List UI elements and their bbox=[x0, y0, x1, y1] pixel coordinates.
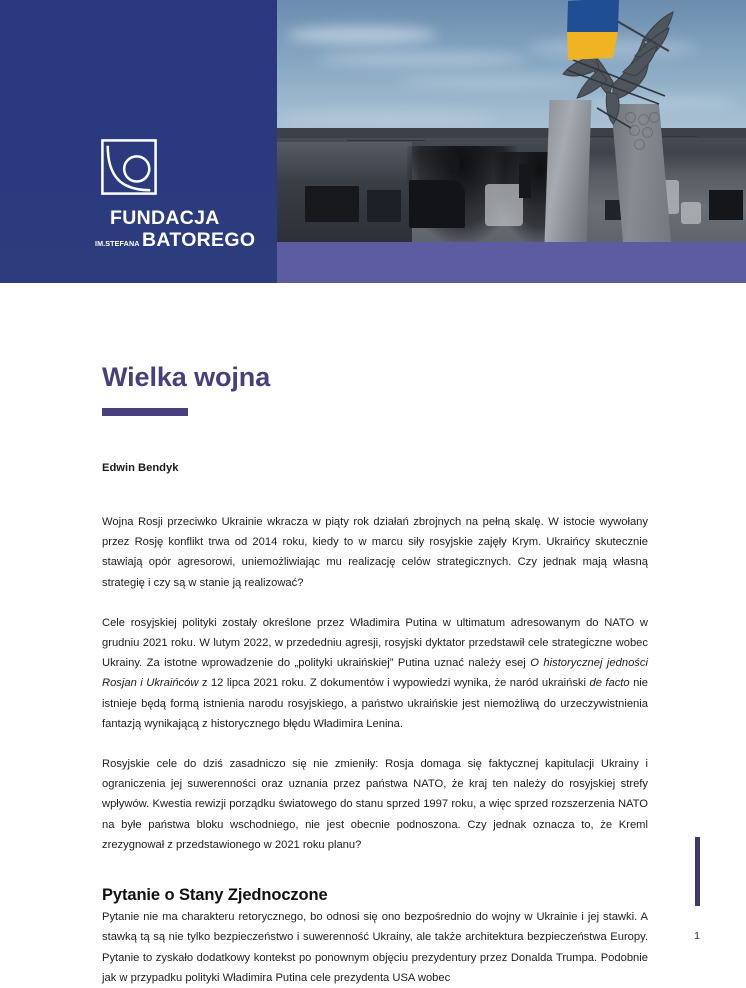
title-underline-rule bbox=[102, 408, 188, 416]
roof-antenna bbox=[347, 140, 425, 141]
logo-prefix-im-stefana: IM.STEFANA bbox=[95, 238, 140, 248]
stripped-plaster bbox=[681, 202, 701, 224]
para2-part3: nie istnieje będą formą istnienia narodu rosyjskiego, a państwo ukraińskie jest niemożliwą do urzeczywistnienia fantazją wynikającą z historycznego błędu Władimira Lenina. bbox=[102, 677, 649, 730]
stripped-plaster bbox=[485, 184, 523, 226]
page-title: Wielka wojna bbox=[102, 362, 271, 392]
blown-out-window bbox=[709, 190, 743, 220]
ukrainian-flag bbox=[567, 0, 647, 70]
blown-out-window bbox=[449, 154, 459, 174]
batory-foundation-logo-icon bbox=[100, 138, 158, 196]
header-photograph bbox=[277, 0, 746, 242]
blown-out-window bbox=[519, 164, 531, 198]
document-content bbox=[102, 283, 648, 988]
paragraph-intro: Wojna Rosji przeciwko Ukrainie wkracza w piąty rok działań zbrojnych na pełną skalę. W istocie wywołany przez Rosję konflikt trwa od 2014 roku, kiedy to w marcu siły rosyjskie zajęły Krym. Ukraińcy skutecznie stawiają opór agresorowi, uniemożliwiając mu realizację celów strategicznych. Czy jednak mają własną strategię i czy są w stanie ją realizować? bbox=[102, 516, 648, 589]
paragraph-united-states: Pytanie nie ma charakteru retorycznego, bo odnosi się ono bezpośrednio do wojny w Ukrainie i jej stawki. A stawką tą są nie tylko bezpieczeństwo i suwerenność Ukrainy, ale także architektura bezpieczeństwa Europy. Pytanie to zyskało dodatkowy kontekst po ponownym objęciu prezydentury przez Donalda Trumpa. Podobnie jak w przypadku polityki Władimira Putina cele prezydenta USA wobec bbox=[102, 911, 648, 984]
logo-line-batorego: BATOREGO bbox=[142, 228, 256, 251]
header-banner bbox=[0, 0, 746, 283]
page-side-rule bbox=[695, 837, 700, 906]
author-byline: Edwin Bendyk bbox=[102, 462, 179, 475]
page-number: 1 bbox=[694, 930, 700, 942]
logo-line-fundacja: FUNDACJA bbox=[110, 207, 220, 229]
paragraph-unchanged-goals: Rosyjskie cele do dziś zasadniczo się nie zmieniły: Rosja domaga się faktycznej kapitulacji Ukrainy i ograniczenia jej suwerenności oraz uznania przez państwa NATO, że kraj ten należy do rosyjskiej strefy wpływów. Kwestia rewizji porządku światowego do stanu sprzed 1997 roku, a więc sprzed rozszerzenia NATO na byłe państwa bloku wschodniego, nie jest obecnie podnoszona. Czy jednak oznacza to, że Kreml zrezygnował z przedstawionego w 2021 roku planu? bbox=[102, 758, 648, 851]
section-heading-united-states: Pytanie o Stany Zjednoczone bbox=[102, 886, 328, 905]
logo-wordmark bbox=[95, 207, 256, 251]
paragraph-russian-policy-goals bbox=[102, 613, 648, 734]
blown-out-window bbox=[367, 190, 401, 222]
cloud bbox=[287, 26, 437, 44]
blown-out-window bbox=[409, 180, 465, 228]
para2-part1: Cele rosyjskiej polityki zostały określone przez Władimira Putina w ultimatum adresowanym do NATO w grudniu 2021 roku. W lutym 2022, w przededniu agresji, rosyjski dyktator przedstawił cele strategiczne wobec Ukrainy. Za istotne wprowadzenie do „polityki ukraińskiej” Putina uznać należy esej bbox=[102, 616, 648, 670]
flag-yellow-stripe bbox=[567, 32, 619, 60]
foundation-logo bbox=[95, 138, 256, 251]
relief-circle bbox=[634, 139, 645, 150]
cloud bbox=[277, 110, 497, 126]
header-purple-band bbox=[277, 242, 746, 283]
destroyed-building bbox=[277, 128, 746, 242]
flag-blue-stripe bbox=[567, 0, 619, 34]
de-facto-italic: de facto bbox=[589, 677, 630, 690]
blown-out-window bbox=[305, 186, 359, 222]
para2-part2: z 12 lipca 2021 roku. Z dokumentów i wypowiedzi wynika, że naród ukraiński bbox=[198, 677, 590, 690]
essay-title-italic: O historycznej jedności Rosjan i Ukraińców bbox=[102, 657, 648, 690]
cloud bbox=[317, 52, 527, 66]
